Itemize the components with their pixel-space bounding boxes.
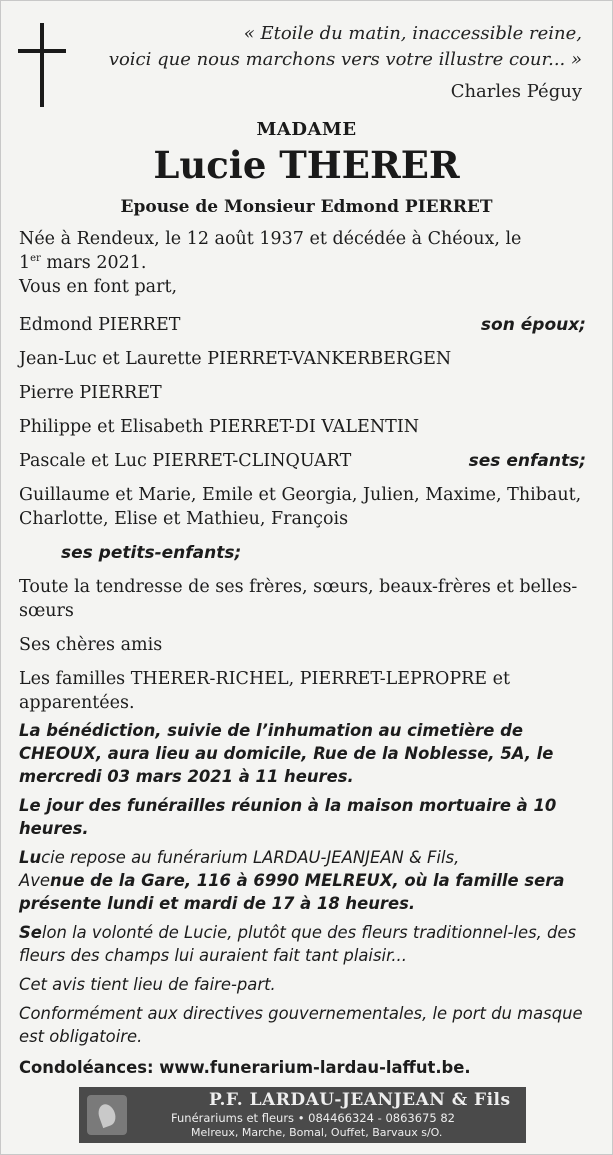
child-4-row [19, 449, 586, 473]
child-3: Philippe et Elisabeth PIERRET-DI VALENTIN [19, 417, 420, 437]
husband-row [19, 313, 586, 337]
epigraph-quote [109, 21, 582, 73]
notice-line: Cet avis tient lieu de faire-part. [19, 975, 276, 994]
funeral-home-logo-icon [87, 1095, 127, 1135]
children-role: ses enfants; [468, 451, 586, 471]
child-1: Jean-Luc et Laurette PIERRET-VANKERBERGEN [19, 349, 452, 369]
notice-body [19, 227, 586, 1080]
siblings: Toute la tendresse de ses frères, sœurs, beaux-frères et belles-sœurs [19, 577, 578, 621]
child-2: Pierre PIERRET [19, 383, 162, 403]
quote-line-2: voici que nous marchons vers votre illustre cour... » [108, 49, 582, 70]
gathering-info: Le jour des funérailles réunion à la maison mortuaire à 10 heures. [19, 796, 557, 838]
ceremony-info: La bénédiction, suivie de l’inhumation au cimetière de CHEOUX, aura lieu au domicile, Rue de la Noblesse, 5A, le mercredi 03 mars 2021 à 11 heures. [19, 721, 554, 786]
husband-role: son époux; [480, 315, 586, 335]
flowers-wish: Selon la volonté de Lucie, plutôt que des fleurs traditionnel-les, des fleurs des champs lui auraient fait tant plaisir... [19, 923, 577, 965]
birth-death-line-1: Née à Rendeux, le 12 août 1937 et décédée à Chéoux, le [19, 229, 522, 249]
mask-notice: Conformément aux directives gouvernementales, le port du masque est obligatoire. [19, 1004, 583, 1046]
grandchildren-role: ses petits-enfants; [61, 543, 242, 563]
funeral-home-banner [79, 1087, 526, 1143]
funeral-home-phones: Funérariums et fleurs • 084466324 - 0863675 82 [171, 1111, 455, 1125]
funeral-home-places: Melreux, Marche, Bomal, Ouffet, Barvaux s/O. [191, 1126, 443, 1139]
cross-icon [18, 23, 66, 107]
husband-name: Edmond PIERRET [19, 315, 181, 335]
spouse-line: Epouse de Monsieur Edmond PIERRET [120, 197, 493, 217]
quote-author: Charles Péguy [450, 81, 582, 102]
friends: Ses chères amis [19, 635, 163, 655]
condolences-link[interactable]: Condoléances: www.funerarium-lardau-laffut.be. [19, 1058, 471, 1077]
funeral-home-name: P.F. LARDAU-JEANJEAN & Fils [209, 1090, 511, 1110]
announcement: Vous en font part, [19, 277, 178, 297]
birth-death-line-2: 1er mars 2021. [19, 253, 147, 273]
rest-info: Lucie repose au funérarium LARDAU-JEANJEAN & Fils, Avenue de la Gare, 116 à 6990 MELREUX, où la famille sera présente lundi et mardi de 17 à 18 heures. [19, 848, 565, 913]
deceased-name: Lucie THERER [153, 143, 460, 187]
honorific: MADAME [256, 119, 357, 140]
grandchildren: Guillaume et Marie, Emile et Georgia, Julien, Maxime, Thibaut, Charlotte, Elise et Mathieu, François [19, 485, 582, 529]
quote-line-1: « Etoile du matin, inaccessible reine, [243, 23, 582, 44]
families: Les familles THERER-RICHEL, PIERRET-LEPROPRE et apparentées. [19, 669, 511, 713]
child-4: Pascale et Luc PIERRET-CLINQUART [19, 451, 352, 471]
